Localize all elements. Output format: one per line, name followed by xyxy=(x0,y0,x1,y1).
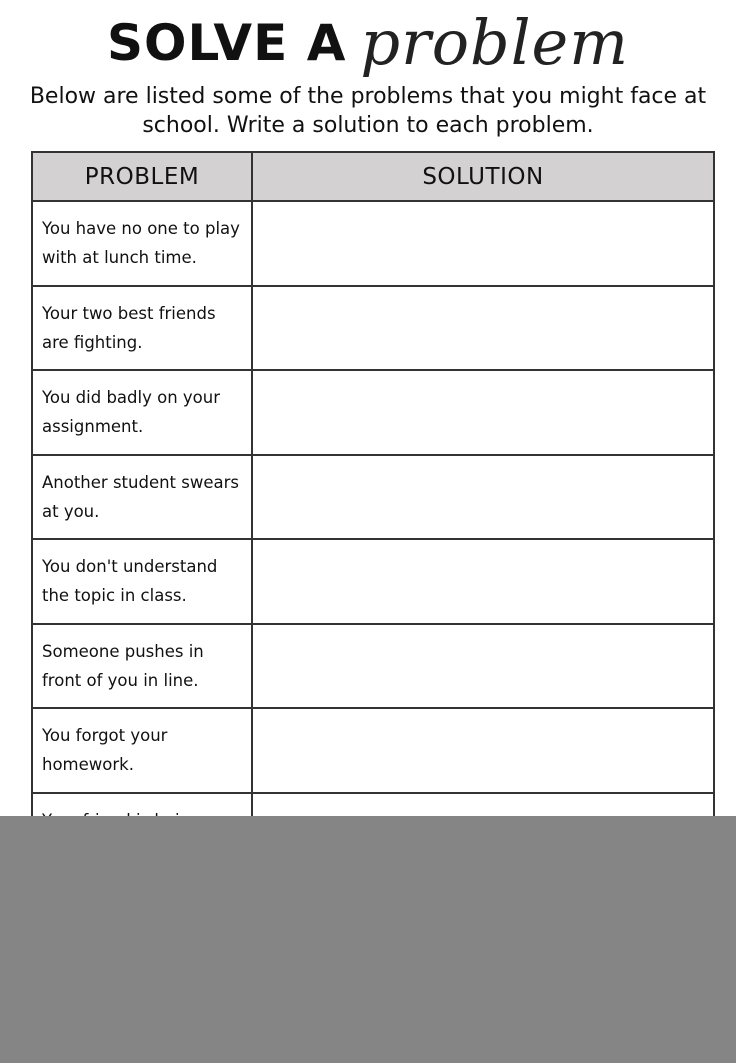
problem-cell: Another student swears at you. xyxy=(32,455,252,540)
table-row xyxy=(32,201,714,286)
gray-overlay-panel xyxy=(0,816,736,1063)
table-header-row xyxy=(32,152,714,201)
problem-cell: You don't understand the topic in class. xyxy=(32,539,252,624)
problem-cell: You did badly on your assignment. xyxy=(32,370,252,455)
worksheet-title xyxy=(0,8,736,86)
solution-cell[interactable] xyxy=(252,624,714,709)
table-row xyxy=(32,539,714,624)
problem-cell: You forgot your homework. xyxy=(32,708,252,793)
table-row xyxy=(32,286,714,371)
table-row xyxy=(32,708,714,793)
solution-cell[interactable] xyxy=(252,286,714,371)
title-bold-text: SOLVE A xyxy=(106,14,347,72)
problem-column-header: PROBLEM xyxy=(32,152,252,201)
problem-cell: Your two best friends are fighting. xyxy=(32,286,252,371)
table-row xyxy=(32,624,714,709)
solution-column-header: SOLUTION xyxy=(252,152,714,201)
instructions-text: Below are listed some of the problems that you might face at school. Write a solution to each problem. xyxy=(29,84,707,138)
solution-cell[interactable] xyxy=(252,455,714,540)
problem-solution-table xyxy=(31,151,715,878)
solution-cell[interactable] xyxy=(252,370,714,455)
problem-cell: You have no one to play with at lunch time. xyxy=(32,201,252,286)
solution-cell[interactable] xyxy=(252,539,714,624)
title-script-text: problem xyxy=(360,6,630,79)
table-row xyxy=(32,455,714,540)
solution-cell[interactable] xyxy=(252,201,714,286)
table-row xyxy=(32,370,714,455)
solution-cell[interactable] xyxy=(252,708,714,793)
problem-cell: Someone pushes in front of you in line. xyxy=(32,624,252,709)
